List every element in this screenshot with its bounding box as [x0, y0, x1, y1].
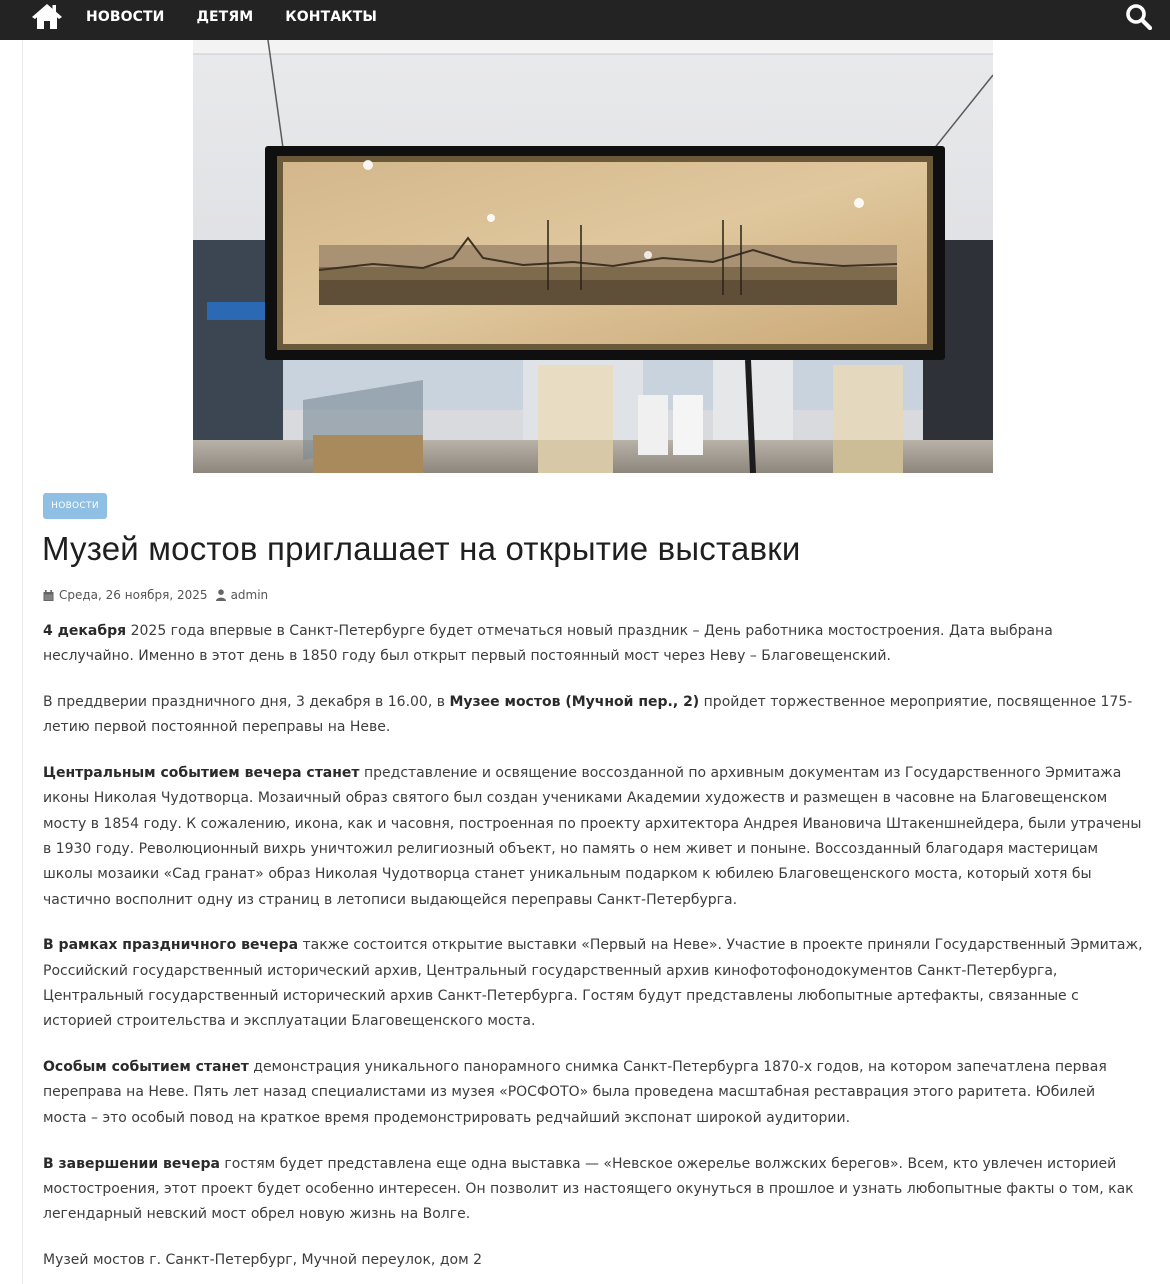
nav-item-news[interactable]: НОВОСТИ	[86, 8, 165, 25]
post-author-text: admin	[230, 588, 269, 602]
bold-text: Особым событием станет	[43, 1059, 249, 1076]
post-date-text: Среда, 26 ноября, 2025	[59, 588, 208, 602]
featured-image	[193, 40, 993, 473]
article-body	[43, 619, 1143, 1284]
home-icon[interactable]	[31, 3, 63, 30]
nav-item-contacts[interactable]: КОНТАКТЫ	[285, 8, 377, 25]
paragraph-2	[43, 690, 1143, 741]
post-meta	[43, 587, 276, 603]
paragraph-7	[43, 1248, 1143, 1273]
paragraph-1	[43, 619, 1143, 670]
paragraph-text: пройдет торжественное мероприятие, посвященное 175-летию первой постоянной переправы на Неве.	[43, 694, 1133, 736]
post-date[interactable]	[43, 588, 208, 602]
paragraph-5	[43, 1055, 1143, 1131]
post-author[interactable]	[216, 588, 269, 602]
paragraph-4	[43, 933, 1143, 1034]
paragraph-text: представление и освящение воссозданной по архивным документам из Государственного Эрмитажа иконы Николая Чудотворца. Мозаичный образ святого был создан учениками Академии художеств и размещен в часовне на Благовещенском мосту в 1854 году. К сожалению, икона, как и часовня, построенная по проекту архитектора Андрея Ивановича Штакеншнейдера, были утрачены в 1930 году. Революционный вихрь уничтожил религиозный объект, но память о нем живет и поныне. Воссозданный благодаря мастерицам школы мозаики «Сад гранат» образ Николая Чудотворца станет уникальным подарком к юбилею Благовещенского моста, который хотя бы частично восполнит одну из страниц в летописи выдающейся переправы Санкт-Петербурга.	[43, 765, 1142, 908]
calendar-icon	[43, 590, 54, 601]
bold-text: В рамках праздничного вечера	[43, 937, 299, 954]
bold-text: Центральным событием вечера станет	[43, 765, 360, 782]
top-navbar	[0, 0, 1170, 40]
nav-item-kids[interactable]: ДЕТЯМ	[196, 8, 254, 25]
main-menu	[86, 0, 409, 33]
user-icon	[216, 589, 226, 601]
paragraph-text: также состоится открытие выставки «Первый на Неве». Участие в проекте приняли Государственный Эрмитаж, Российский государственный исторический архив, Центральный государственный архив кинофотофонодокументов Санкт-Петербурга, Центральный государственный исторический архив Санкт-Петербурга. Гостям будут представлены любопытные артефакты, связанные с историей строительства и эксплуатации Благовещенского моста.	[43, 937, 1143, 1030]
bold-text: Музее мостов (Мучной пер., 2)	[449, 694, 700, 711]
paragraph-text: гостям будет представлена еще одна выставка — «Невское ожерелье волжских берегов». Всем, кто увлечен историей мостостроения, этот проект будет особенно интересен. Он позволит из настоящего окунуться в прошлое и узнать любопытные факты о том, как легендарный невский мост обрел новую жизнь на Волге.	[43, 1155, 1134, 1223]
paragraph-text: 2025 года впервые в Санкт-Петербурге будет отмечаться новый праздник – День работника мостостроения. Дата выбрана неслучайно. Именно в этот день в 1850 году был открыт первый постоянный мост через Неву – Благовещенский.	[43, 623, 1053, 665]
paragraph-6	[43, 1152, 1143, 1228]
paragraph-3	[43, 761, 1143, 913]
article-title: Музей мостов приглашает на открытие выставки	[42, 530, 801, 567]
bold-text: В завершении вечера	[43, 1155, 220, 1172]
search-icon[interactable]	[1125, 3, 1152, 30]
paragraph-text: демонстрация уникального панорамного снимка Санкт-Петербурга 1870-х годов, на котором запечатлена первая переправа на Неве. Пять лет назад специалистами из музея «РОСФОТО» была проведена масштабная реставрация этого раритета. Юбилей моста – это особый повод на краткое время продемонстрировать редчайший экспонат широкой аудитории.	[43, 1059, 1107, 1126]
paragraph-text: Музей мостов г. Санкт-Петербург, Мучной переулок, дом 2	[43, 1251, 482, 1268]
paragraph-text: В преддверии праздничного дня, 3 декабря в 16.00, в	[43, 694, 450, 711]
category-badge[interactable]: НОВОСТИ	[43, 493, 107, 519]
bold-text: 4 декабря	[43, 623, 127, 639]
